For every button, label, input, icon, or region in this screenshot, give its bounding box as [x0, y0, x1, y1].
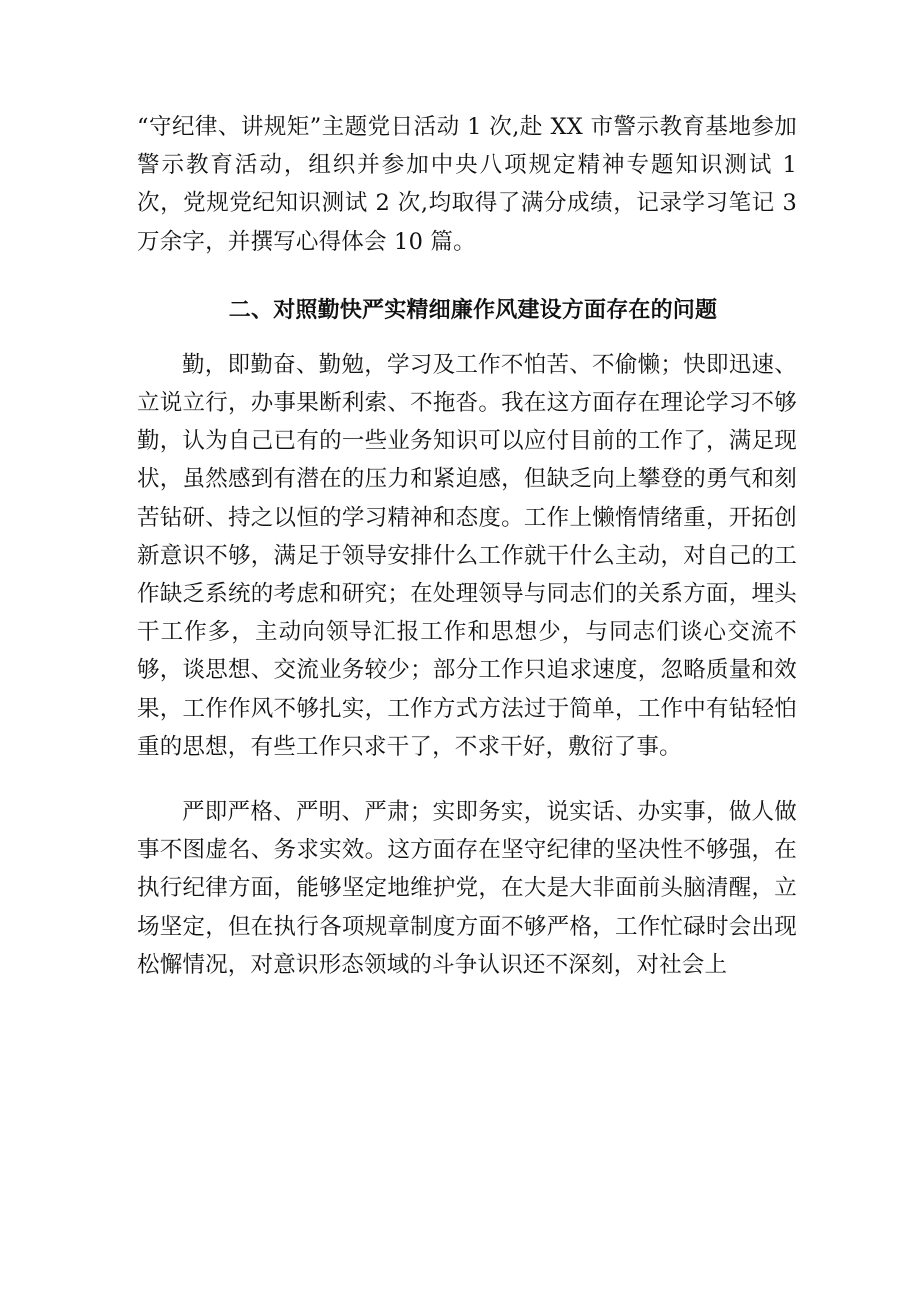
paragraph-study-activities: “守纪律、讲规矩”主题党日活动 1 次,赴 XX 市警示教育基地参加警示教育活动，组织并参加中央八项规定精神专题知识测试 1 次，党规党纪知识测试 2 次,均取得了满分成绩，记录学习笔记 3 万余字，并撰写心得体会 10 篇。 — [137, 114, 797, 255]
paragraph-diligence-speed: 勤，即勤奋、勤勉，学习及工作不怕苦、不偷懒；快即迅速、立说立行，办事果断利索、不拖沓。我在这方面存在理论学习不够勤，认为自己已有的一些业务知识可以应付目前的工作了，满足现状，虽然感到有潜在的压力和紧迫感，但缺乏向上攀登的勇气和刻苦钻研、持之以恒的学习精神和态度。工作上懒惰情绪重，开拓创新意识不够，满足于领导安排什么工作就干什么主动，对自己的工作缺乏系统的考虑和研究；在处理领导与同志们的关系方面，埋头干工作多，主动向领导汇报工作和思想少，与同志们谈心交流不够，谈思想、交流业务较少；部分工作只追求速度，忽略质量和效果，工作作风不够扎实，工作方式方法过于简单，工作中有钻轻怕重的思想，有些工作只求干了，不求干好，敷衍了事。 — [137, 351, 797, 760]
section-heading: 二、对照勤快严实精细廉作风建设方面存在的问题 — [228, 297, 718, 323]
paragraph-strict-practical: 严即严格、严明、严肃；实即务实，说实话、办实事，做人做事不图虚名、务求实效。这方面存在坚守纪律的坚决性不够强，在执行纪律方面，能够坚定地维护党，在大是大非面前头脑清醒，立场坚定，但在执行各项规章制度方面不够严格，工作忙碌时会出现松懈情况，对意识形态领域的斗争认识还不深刻，对社会上 — [137, 799, 797, 978]
document-body — [137, 108, 797, 984]
